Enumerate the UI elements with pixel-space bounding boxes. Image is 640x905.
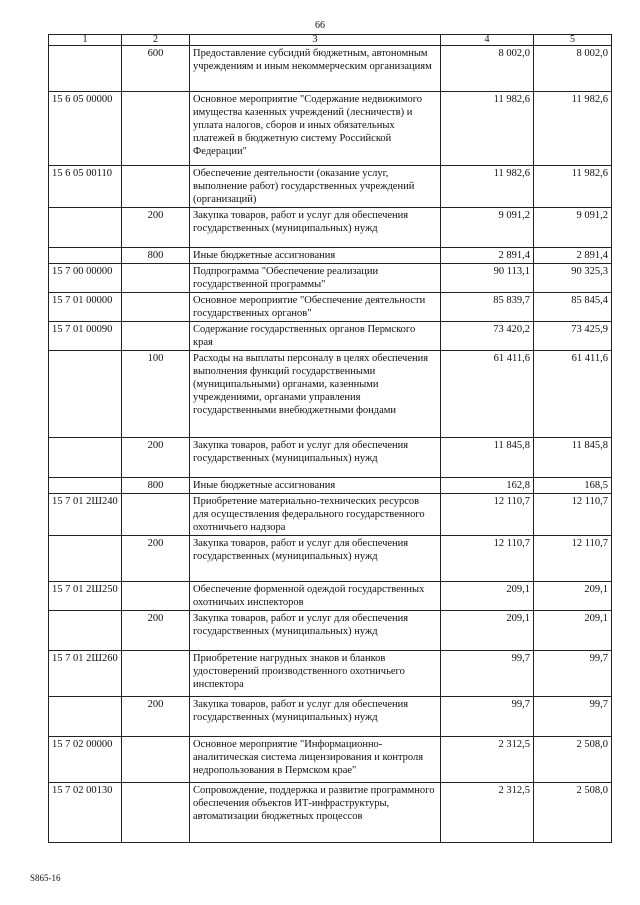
row-expense-type: 200 bbox=[122, 611, 190, 651]
table-row bbox=[49, 46, 612, 92]
table-row bbox=[49, 92, 612, 166]
row-value-1: 99,7 bbox=[441, 651, 534, 697]
table-row bbox=[49, 478, 612, 494]
row-expense-type: 200 bbox=[122, 438, 190, 478]
row-value-1: 11 845,8 bbox=[441, 438, 534, 478]
header-col-5: 5 bbox=[534, 35, 612, 46]
row-name: Основное мероприятие "Информационно-аналитическая система лицензирования и контроля недропользования в Пермском крае" bbox=[190, 737, 441, 783]
row-value-2: 11 845,8 bbox=[534, 438, 612, 478]
row-name: Закупка товаров, работ и услуг для обеспечения государственных (муниципальных) нужд bbox=[190, 438, 441, 478]
row-value-2: 9 091,2 bbox=[534, 208, 612, 248]
row-code bbox=[49, 248, 122, 264]
row-value-1: 2 891,4 bbox=[441, 248, 534, 264]
row-value-1: 162,8 bbox=[441, 478, 534, 494]
row-name: Иные бюджетные ассигнования bbox=[190, 248, 441, 264]
row-expense-type: 200 bbox=[122, 697, 190, 737]
row-name: Основное мероприятие "Обеспечение деятельности государственных органов" bbox=[190, 293, 441, 322]
row-value-2: 2 891,4 bbox=[534, 248, 612, 264]
table-row bbox=[49, 438, 612, 478]
row-name: Основное мероприятие "Содержание недвижимого имущества казенных учреждений (лесничеств) и уплата налогов, сборов и иных обязательных платежей в бюджетную систему Российской Федерации" bbox=[190, 92, 441, 166]
row-name: Закупка товаров, работ и услуг для обеспечения государственных (муниципальных) нужд bbox=[190, 697, 441, 737]
document-id: S865-16 bbox=[30, 873, 61, 883]
row-value-2: 12 110,7 bbox=[534, 494, 612, 536]
row-value-2: 73 425,9 bbox=[534, 322, 612, 351]
row-value-1: 9 091,2 bbox=[441, 208, 534, 248]
row-value-2: 12 110,7 bbox=[534, 536, 612, 582]
row-expense-type bbox=[122, 651, 190, 697]
row-expense-type bbox=[122, 737, 190, 783]
row-name: Закупка товаров, работ и услуг для обеспечения государственных (муниципальных) нужд bbox=[190, 536, 441, 582]
table-row bbox=[49, 536, 612, 582]
row-value-1: 11 982,6 bbox=[441, 92, 534, 166]
table-row bbox=[49, 611, 612, 651]
row-value-1: 12 110,7 bbox=[441, 536, 534, 582]
row-expense-type bbox=[122, 166, 190, 208]
row-name: Содержание государственных органов Пермского края bbox=[190, 322, 441, 351]
row-value-1: 99,7 bbox=[441, 697, 534, 737]
row-code bbox=[49, 536, 122, 582]
table-row bbox=[49, 264, 612, 293]
row-value-2: 11 982,6 bbox=[534, 92, 612, 166]
row-value-2: 209,1 bbox=[534, 611, 612, 651]
row-value-2: 2 508,0 bbox=[534, 783, 612, 843]
table-row bbox=[49, 166, 612, 208]
table-row bbox=[49, 697, 612, 737]
row-value-2: 168,5 bbox=[534, 478, 612, 494]
row-name: Обеспечение деятельности (оказание услуг, выполнение работ) государственных учреждений (организаций) bbox=[190, 166, 441, 208]
row-name: Приобретение нагрудных знаков и бланков удостоверений производственного охотничьего инспектора bbox=[190, 651, 441, 697]
row-name: Иные бюджетные ассигнования bbox=[190, 478, 441, 494]
row-code bbox=[49, 611, 122, 651]
row-name: Предоставление субсидий бюджетным, автономным учреждениям и иным некоммерческим организациям bbox=[190, 46, 441, 92]
row-name: Закупка товаров, работ и услуг для обеспечения государственных (муниципальных) нужд bbox=[190, 208, 441, 248]
row-value-1: 209,1 bbox=[441, 582, 534, 611]
row-value-2: 99,7 bbox=[534, 651, 612, 697]
row-value-2: 85 845,4 bbox=[534, 293, 612, 322]
table-row bbox=[49, 351, 612, 438]
header-col-1: 1 bbox=[49, 35, 122, 46]
row-code: 15 7 02 00000 bbox=[49, 737, 122, 783]
row-code: 15 7 01 2Ш240 bbox=[49, 494, 122, 536]
row-code: 15 7 01 2Ш260 bbox=[49, 651, 122, 697]
row-value-2: 99,7 bbox=[534, 697, 612, 737]
row-value-1: 73 420,2 bbox=[441, 322, 534, 351]
row-value-1: 2 312,5 bbox=[441, 737, 534, 783]
row-value-2: 209,1 bbox=[534, 582, 612, 611]
row-code: 15 6 05 00110 bbox=[49, 166, 122, 208]
row-value-1: 8 002,0 bbox=[441, 46, 534, 92]
table-row bbox=[49, 582, 612, 611]
table-body bbox=[49, 46, 612, 843]
row-code: 15 7 02 00130 bbox=[49, 783, 122, 843]
row-name: Подпрограмма "Обеспечение реализации государственной программы" bbox=[190, 264, 441, 293]
row-name: Обеспечение форменной одеждой государственных охотничьих инспекторов bbox=[190, 582, 441, 611]
row-value-2: 8 002,0 bbox=[534, 46, 612, 92]
row-code: 15 7 01 00090 bbox=[49, 322, 122, 351]
row-expense-type bbox=[122, 92, 190, 166]
row-expense-type bbox=[122, 783, 190, 843]
row-expense-type bbox=[122, 582, 190, 611]
row-expense-type: 200 bbox=[122, 536, 190, 582]
row-expense-type bbox=[122, 494, 190, 536]
table-row bbox=[49, 651, 612, 697]
row-expense-type: 800 bbox=[122, 478, 190, 494]
table-row bbox=[49, 293, 612, 322]
header-col-4: 4 bbox=[441, 35, 534, 46]
row-value-2: 90 325,3 bbox=[534, 264, 612, 293]
row-code: 15 6 05 00000 bbox=[49, 92, 122, 166]
row-expense-type: 600 bbox=[122, 46, 190, 92]
row-expense-type bbox=[122, 322, 190, 351]
row-code: 15 7 01 2Ш250 bbox=[49, 582, 122, 611]
row-code bbox=[49, 697, 122, 737]
header-col-2: 2 bbox=[122, 35, 190, 46]
header-col-3: 3 bbox=[190, 35, 441, 46]
row-expense-type bbox=[122, 293, 190, 322]
row-name: Сопровождение, поддержка и развитие программного обеспечения объектов ИТ-инфраструктуры, автоматизации бюджетных процессов bbox=[190, 783, 441, 843]
row-value-1: 209,1 bbox=[441, 611, 534, 651]
row-code bbox=[49, 478, 122, 494]
table-row bbox=[49, 494, 612, 536]
row-value-1: 11 982,6 bbox=[441, 166, 534, 208]
row-expense-type: 200 bbox=[122, 208, 190, 248]
page-number: 66 bbox=[315, 20, 325, 31]
header-row bbox=[49, 35, 612, 46]
row-code bbox=[49, 208, 122, 248]
table-row bbox=[49, 248, 612, 264]
row-name: Расходы на выплаты персоналу в целях обеспечения выполнения функций государственными (муниципальными) органами, казенными учреждениями, органами управления государственными внебюджетными фондами bbox=[190, 351, 441, 438]
row-value-2: 61 411,6 bbox=[534, 351, 612, 438]
row-value-1: 85 839,7 bbox=[441, 293, 534, 322]
row-value-1: 2 312,5 bbox=[441, 783, 534, 843]
row-code bbox=[49, 351, 122, 438]
row-code: 15 7 01 00000 bbox=[49, 293, 122, 322]
table-row bbox=[49, 783, 612, 843]
table-row bbox=[49, 208, 612, 248]
table-row bbox=[49, 737, 612, 783]
budget-table bbox=[48, 34, 612, 843]
row-expense-type bbox=[122, 264, 190, 293]
row-code: 15 7 00 00000 bbox=[49, 264, 122, 293]
row-expense-type: 800 bbox=[122, 248, 190, 264]
row-code bbox=[49, 46, 122, 92]
row-expense-type: 100 bbox=[122, 351, 190, 438]
table-row bbox=[49, 322, 612, 351]
row-code bbox=[49, 438, 122, 478]
row-value-1: 12 110,7 bbox=[441, 494, 534, 536]
row-value-2: 11 982,6 bbox=[534, 166, 612, 208]
row-value-1: 61 411,6 bbox=[441, 351, 534, 438]
row-value-2: 2 508,0 bbox=[534, 737, 612, 783]
row-name: Закупка товаров, работ и услуг для обеспечения государственных (муниципальных) нужд bbox=[190, 611, 441, 651]
row-name: Приобретение материально-технических ресурсов для осуществления федерального государственного охотничьего надзора bbox=[190, 494, 441, 536]
row-value-1: 90 113,1 bbox=[441, 264, 534, 293]
